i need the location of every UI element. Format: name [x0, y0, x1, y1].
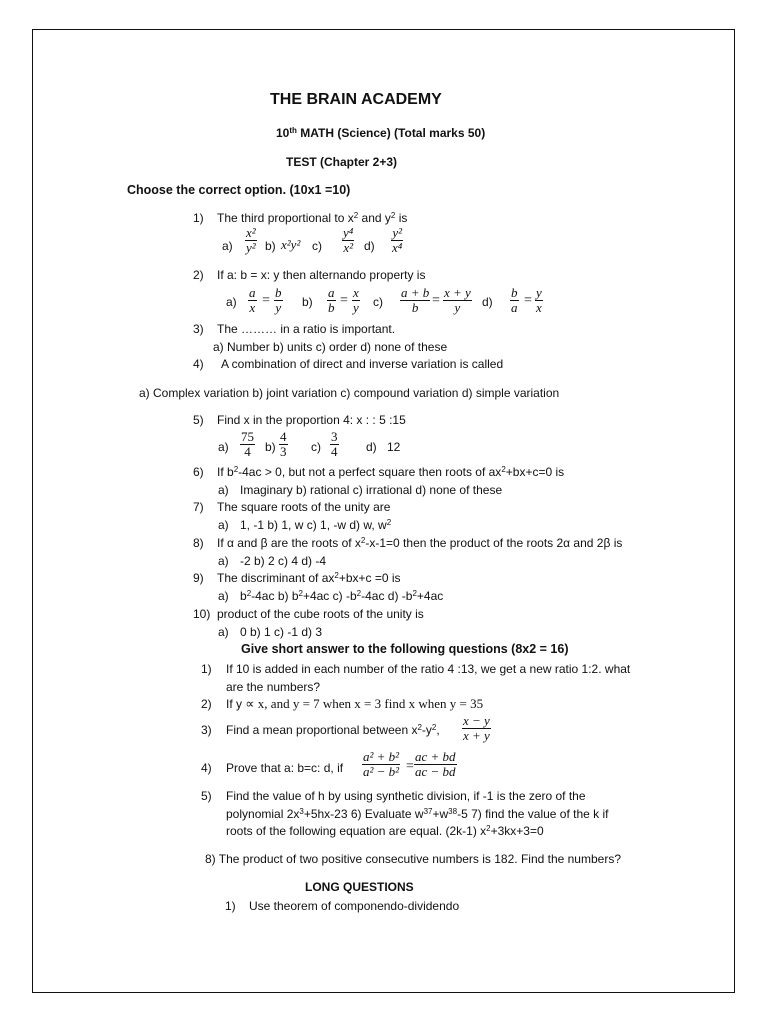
fraction: $\frac{y}{x}$ [536, 285, 542, 315]
equals-sign: = [340, 293, 348, 308]
q-number: 1) [193, 211, 204, 225]
question-options: 0 b) 1 c) -1 d) 3 [240, 625, 323, 639]
q-number: 6) [193, 465, 204, 479]
question-text: 8) The product of two positive consecutive numbers is 182. Find the numbers? [205, 852, 621, 866]
option-label: b) [302, 295, 313, 309]
page-title: THE BRAIN ACADEMY [270, 91, 442, 108]
question-text: Find x in the proportion 4: x : : 5 :15 [217, 413, 406, 427]
q-number: 1) [201, 662, 212, 676]
question-options: -2 b) 2 c) 4 d) -4 [240, 554, 327, 568]
option-label: b) [265, 440, 276, 454]
fraction: $\frac{\text{y²}}{\text{x⁴}}$ [392, 225, 403, 255]
fraction: $\frac{b}{a}$ [511, 285, 518, 315]
option-label: c) [373, 295, 383, 309]
option-label: b) [265, 239, 276, 253]
q-number: 10) [193, 607, 211, 621]
question-text: polynomial $2x^3+5hx-23$ 6) Evaluate $w^{37}+w^{38}-5$ 7) find the value of the k if [226, 807, 609, 821]
long-heading: LONG QUESTIONS [305, 880, 414, 894]
test-line: TEST (Chapter 2+3) [286, 155, 398, 169]
question-text: The discriminant of $ax^2+bx+c =0$ is [217, 571, 401, 585]
fraction: $\frac{\text{x²}}{\text{y²}}$ [246, 225, 256, 255]
question-text: If a: b = x: y then alternando property is [217, 268, 426, 282]
option-label: d) [364, 239, 375, 253]
fraction: $\frac{\text{y⁴}}{\text{x²}}$ [343, 225, 354, 255]
q-number: 3) [193, 322, 204, 336]
equals-sign: = [262, 293, 270, 308]
equals-sign: = [432, 293, 440, 308]
option-label: c) [312, 239, 322, 253]
option-label: d) [366, 440, 377, 454]
fraction: $\frac{a}{b}$ [328, 285, 335, 315]
question-text: Prove that a: b=c: d, if [226, 761, 344, 775]
fraction: $\frac{x - y}{x + y}$ [463, 713, 490, 743]
option-label: a) [218, 554, 229, 568]
fraction: $\frac{a}{x}$ [249, 285, 256, 315]
q-number: 4) [201, 761, 212, 775]
question-text: If 10 is added in each number of the ratio 4 :13, we get a new ratio 1:2. what [226, 662, 631, 676]
question-text: If α and β are the roots of $x^2-x-1=0$ then the product of the roots 2α and 2β is [217, 536, 623, 550]
option-label: a) [218, 589, 229, 603]
math-expression: x²y² [281, 237, 301, 252]
option-label: a) [222, 239, 233, 253]
question-text: product of the cube roots of the unity is [217, 607, 424, 621]
option-label: a) [218, 440, 229, 454]
option-label: a) [218, 483, 229, 497]
fraction: $\frac{4}{3}$ [280, 429, 287, 459]
fraction: $\frac{b}{y}$ [275, 285, 282, 315]
question-text: roots of the following equation are equal. (2k-1) $x^2+3kx+3=0$ [226, 824, 544, 838]
q-number: 2) [201, 697, 212, 711]
question-text: are the numbers? [226, 680, 321, 694]
fraction: $\frac{\text{a² + b²}}{\text{a² − b²}}$ [363, 749, 400, 779]
option-label: a) [218, 625, 229, 639]
q-number: 9) [193, 571, 204, 585]
question-options: a) Complex variation b) joint variation c) compound variation d) simple variation [139, 386, 560, 400]
option-label: a) [226, 295, 237, 309]
q-number: 7) [193, 500, 204, 514]
q-number: 4) [193, 357, 204, 371]
fraction: $\frac{a + b}{b}$ [401, 285, 430, 315]
fraction: $\frac{75}{4}$ [241, 429, 254, 459]
question-text: If $b^2-4ac > 0$, but not a perfect square then roots of $ax^2+bx+c=0$ is [217, 465, 565, 479]
q-number: 1) [225, 899, 236, 913]
q-number: 3) [201, 723, 212, 737]
question-text: If y ∝ x, and y = 7 when x = 3 find x when y = 35 [226, 696, 484, 711]
option-label: a) [218, 518, 229, 532]
question-text: Use theorem of componendo-dividendo [249, 899, 460, 913]
mcq-heading: Choose the correct option. (10x1 =10) [127, 183, 351, 197]
q-number: 5) [201, 789, 212, 803]
question-text: The ……… in a ratio is important. [217, 322, 396, 336]
q-number: 2) [193, 268, 204, 282]
class-line: 10th MATH (Science) (Total marks 50) [276, 126, 486, 140]
question-options: $b^2-4ac$ b) $b^2+4ac$ c) $-b^2-4ac$ d) $-b^2+4ac$ [240, 589, 444, 603]
question-options: a) Number b) units c) order d) none of these [213, 340, 448, 354]
question-text: Find the value of h by using synthetic division, if -1 is the zero of the [226, 789, 586, 803]
option-label: d) [482, 295, 493, 309]
question-text: The third proportional to $x^2$ and $y^2$ is [217, 211, 408, 225]
question-options: 1, -1 b) 1, w c) 1, -w d) w, $w^2$ [240, 518, 392, 532]
question-options: Imaginary b) rational c) irrational d) none of these [240, 483, 503, 497]
fraction: $\frac{3}{4}$ [331, 429, 338, 459]
question-text: A combination of direct and inverse variation is called [221, 357, 504, 371]
option-label: c) [311, 440, 321, 454]
fraction: $\frac{ac + bd}{ac - bd}$ [415, 749, 456, 779]
equals-sign: = [524, 293, 532, 308]
question-text: The square roots of the unity are [217, 500, 391, 514]
short-heading: Give short answer to the following questions (8x2 = 16) [241, 642, 569, 656]
question-text: Find a mean proportional between $x^2-y^2$, [226, 723, 440, 737]
option-value: 12 [387, 440, 401, 454]
q-number: 8) [193, 536, 204, 550]
q-number: 5) [193, 413, 204, 427]
equals-sign: = [406, 759, 414, 774]
fraction: $\frac{x}{y}$ [353, 285, 359, 315]
fraction: $\frac{x + y}{y}$ [444, 285, 471, 315]
